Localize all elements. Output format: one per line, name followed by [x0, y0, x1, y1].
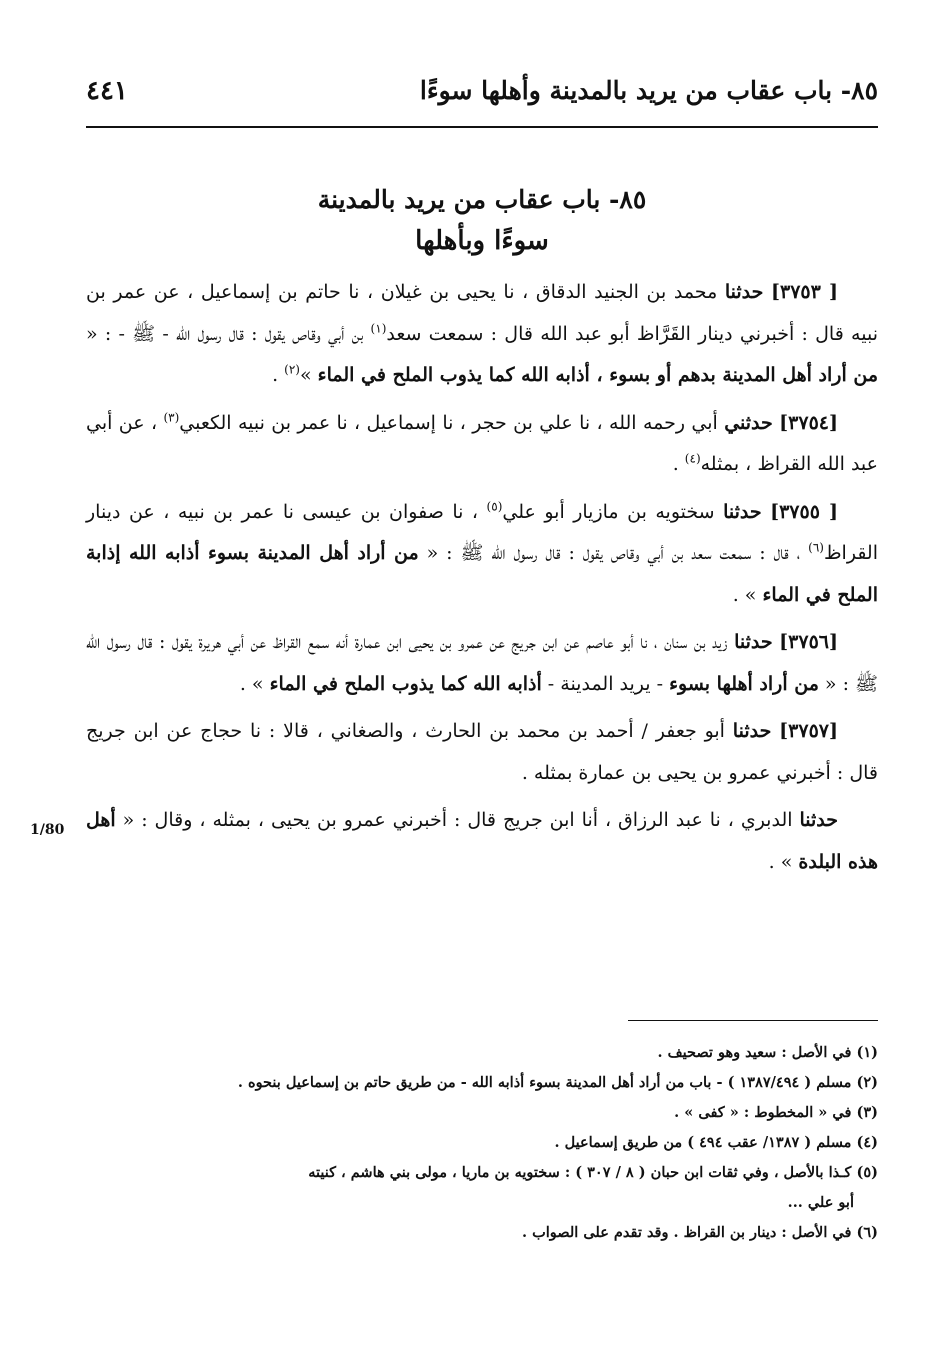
hadith-3754	[86, 403, 878, 486]
narration-text: »	[299, 364, 318, 386]
prophetic-quote: أذابه الله كما يذوب الملح في الماء	[269, 672, 542, 695]
narration-text: ، نا صفوان بن عيسى نا عمر بن نبيه ، عن دينار القراظ	[86, 500, 878, 564]
narration-text: .	[272, 364, 285, 386]
hadith-3753	[86, 272, 878, 397]
prophetic-quote: أهل هذه البلدة	[86, 809, 878, 873]
narration-lead: حدثنا	[799, 809, 838, 831]
footnote-5-text: (٥) كـذا بالأصل ، وفي ثقات ابن حبان ( ٨ / ٣٠٧ ) : سختويه بن ماريا ، مولى بني هاشم ، كنيته	[308, 1164, 878, 1181]
hadith-number: [٣٧٥٦]	[779, 631, 838, 653]
narration-text: » .	[768, 850, 799, 873]
hadith-number: [٣٧٥٤]	[779, 411, 838, 434]
hadith-number: [ ٣٧٥٥]	[770, 500, 838, 523]
footnote-3: (٣) في « المخطوط : « كفى » .	[674, 1104, 878, 1121]
narration-lead: حدثنا	[723, 500, 762, 523]
page-number: ٤٤١	[86, 76, 128, 106]
footnotes	[86, 1038, 878, 1248]
narration-text: أبي رحمه الله ، نا علي بن حجر ، نا إسماعيل ، نا عمر بن نبيه الكعبي	[179, 411, 725, 434]
narration-text: .	[672, 453, 685, 475]
narration-text: محمد بن الجنيد الدقاق ، نا يحيى بن غيلان ، نا حاتم بن إسماعيل ، عن عمر بن نبيه قال : أخبرني دينار القَرَّاظ أبو عبد الله قال : سمعت سعد	[86, 281, 878, 345]
narration-text: أبو جعفر / أحمد بن محمد بن الحارث ، والصغاني ، قالا : نا حجاج عن ابن جريج قال : أخبرني عمرو بن يحيى بن عمارة بمثله .	[86, 720, 878, 784]
hadith-3757-variant	[86, 800, 878, 883]
footnote-2: (٢) مسلم ( ١٣٨٧/٤٩٤ ) - باب من أراد أهل المدينة بسوء أذابه الله - من طريق حاتم بن إسماعيل بنحوه .	[237, 1074, 878, 1091]
footnote-marker: (١)	[370, 321, 387, 336]
running-title: ٨٥- باب عقاب من يريد بالمدينة وأهلها سوءًا	[419, 76, 878, 105]
narration-text: » .	[732, 583, 763, 606]
footnote-4: (٤) مسلم ( ١٣٨٧/ عقب ٤٩٤ ) من طريق إسماعيل .	[554, 1134, 878, 1151]
footnote-5-continuation: أبو علي ...	[787, 1194, 854, 1211]
prophetic-quote: من أراد أهلها بسوء	[669, 672, 819, 695]
footnote-marker: (٥)	[486, 499, 503, 514]
footnote-marker: (٢)	[284, 362, 300, 377]
narration-lead: حدثنا	[734, 631, 773, 653]
narration-lead: حدثني	[724, 411, 773, 434]
hadith-text	[86, 272, 878, 889]
footnote-5	[86, 1158, 878, 1218]
footnote-marker: (٣)	[163, 410, 180, 425]
hadith-number: [٣٧٥٧]	[779, 720, 838, 742]
narration-text: » .	[239, 672, 270, 695]
hadith-3757	[86, 711, 878, 794]
footnote-rule	[628, 1020, 878, 1021]
narration-text: زيد بن سنان ، نا أبو عاصم عن ابن جريج عن عمرو بن يحيى ابن عمارة أنه سمع القراظ عن أبي هريرة يقول : قال رسول الله ﷺ : «	[86, 631, 878, 695]
margin-folio-reference: 1/80	[30, 822, 65, 838]
running-header	[86, 72, 878, 122]
footnote-1: (١) في الأصل : سعيد وهو تصحيف .	[657, 1044, 878, 1061]
narration-text: سختويه بن مازيار أبو علي	[502, 500, 724, 523]
hadith-3755	[86, 492, 878, 617]
hadith-3756	[86, 622, 878, 705]
narration-text: الدبري ، نا عبد الرزاق ، أنا ابن جريج قال : أخبرني عمرو بن يحيى ، بمثله ، وقال : «	[115, 809, 800, 831]
narration-lead: حدثنا	[732, 720, 772, 742]
narration-text: - يريد المدينة -	[541, 672, 670, 695]
chapter-heading-line-1: ٨٥- باب عقاب من يريد بالمدينة	[317, 185, 647, 214]
footnote-6: (٦) في الأصل : دينار بن القراظ . وقد تقدم على الصواب .	[522, 1224, 878, 1241]
prophetic-quote: من أراد أهل المدينة بسوء أذابه الله إذابة الملح في الماء	[86, 542, 878, 606]
header-rule	[86, 126, 878, 128]
prophetic-quote: من أراد أهل المدينة بدهم أو بسوء ، أذابه الله كما يذوب الملح في الماء	[317, 364, 878, 386]
hadith-number: [ ٣٧٥٣]	[771, 281, 838, 303]
narration-text: ، قال : سمعت سعد بن أبي وقاص يقول : قال رسول الله ﷺ : «	[418, 542, 809, 564]
narration-text: ، عن أبي عبد الله القراظ ، بمثله	[86, 411, 878, 475]
chapter-heading-line-2: سوءًا وبأهلها	[415, 226, 549, 256]
chapter-heading	[86, 180, 878, 262]
narration-text: بن أبي وقاص يقول : قال رسول الله - ﷺ - : «	[86, 322, 371, 345]
narration-lead: حدثنا	[724, 281, 764, 303]
footnote-marker: (٦)	[808, 540, 824, 555]
footnote-marker: (٤)	[684, 451, 701, 466]
